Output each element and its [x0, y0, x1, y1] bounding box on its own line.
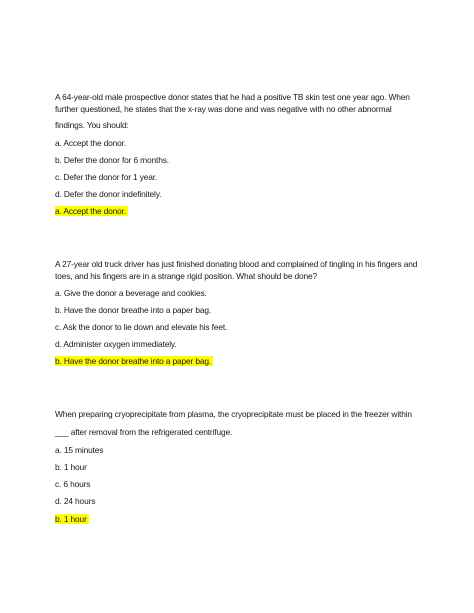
question-1-stem-line-1: A 64-year-old male prospective donor states that he had a positive TB skin test one year ago. When: [55, 92, 410, 102]
question-2-stem-line-2: toes, and his fingers are in a strange rigid position. What should be done?: [55, 271, 318, 281]
question-2-option-b: b. Have the donor breathe into a paper bag.: [55, 305, 212, 315]
question-1-stem-line-3: findings. You should:: [55, 120, 129, 130]
question-3-stem-line-2: ___ after removal from the refrigerated centrifuge.: [55, 427, 233, 437]
question-2-answer: [55, 356, 213, 367]
question-3-option-d: d. 24 hours: [55, 496, 96, 506]
question-1-answer: [55, 206, 128, 217]
question-1-option-b: b. Defer the donor for 6 months.: [55, 155, 169, 165]
question-2-answer-highlight: b. Have the donor breathe into a paper bag.: [55, 356, 212, 366]
question-2-option-d: d. Administer oxygen immediately.: [55, 339, 177, 349]
question-1-answer-highlight: a. Accept the donor.: [55, 206, 127, 216]
question-2-stem-line-1: A 27-year old truck driver has just finished donating blood and complained of tingling in his fingers and: [55, 259, 418, 269]
question-3-option-c: c. 6 hours: [55, 479, 91, 489]
question-3-stem-line-1: When preparing cryoprecipitate from plasma, the cryoprecipitate must be placed in the freezer within: [55, 409, 412, 419]
question-3-option-a: a. 15 minutes: [55, 445, 104, 455]
question-1-stem-line-2: further questioned, he states that the x-ray was done and was negative with no other abnormal: [55, 104, 392, 114]
question-2-option-c: c. Ask the donor to lie down and elevate his feet.: [55, 322, 228, 332]
question-3-answer: [55, 514, 89, 525]
question-3-option-b: b. 1 hour: [55, 462, 87, 472]
question-1-option-c: c. Defer the donor for 1 year.: [55, 172, 158, 182]
question-3-answer-highlight: b. 1 hour: [55, 514, 87, 524]
question-1-option-a: a. Accept the donor.: [55, 138, 127, 148]
question-1-option-d: d. Defer the donor indefinitely.: [55, 189, 162, 199]
question-2-option-a: a. Give the donor a beverage and cookies.: [55, 288, 207, 298]
